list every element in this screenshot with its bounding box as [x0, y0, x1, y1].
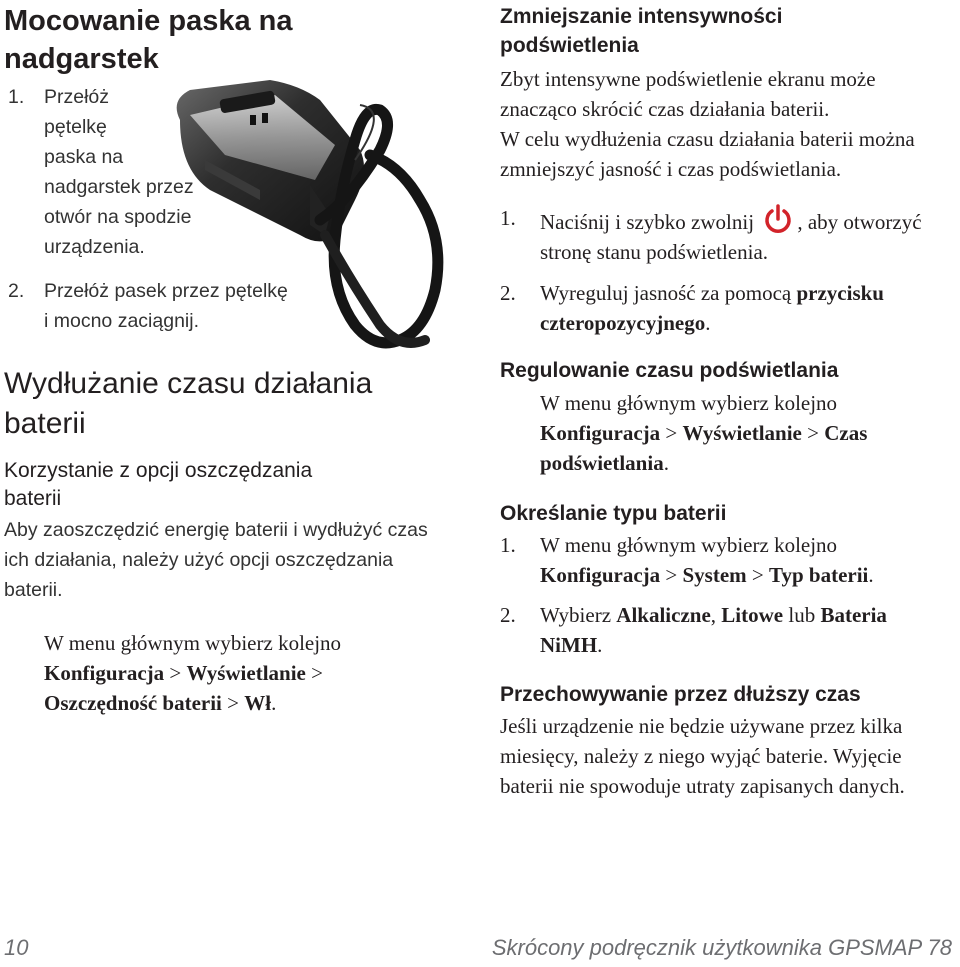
body-line: Zbyt intensywne podświetlenie ekranu może	[500, 67, 876, 91]
heading-line: Korzystanie z opcji oszczędzania	[4, 459, 313, 482]
menu-path-intro: W menu głównym wybierz kolejno	[540, 391, 838, 415]
step-text-line: Przełóż	[44, 86, 110, 108]
menu-item-battery-type: Typ baterii	[769, 563, 869, 587]
path-separator: >	[660, 421, 683, 445]
battery-saver-menu-path	[44, 628, 464, 718]
body-line: zmniejszyć jasność i czas podświetlania.	[500, 157, 842, 181]
heading-line: baterii	[4, 407, 86, 440]
path-separator: >	[746, 563, 770, 587]
menu-item-configuration: Konfiguracja	[540, 563, 661, 587]
step-text: Wybierz	[540, 603, 617, 627]
step-number: 2.	[8, 280, 25, 302]
four-way-button-label: przycisku	[796, 281, 884, 305]
path-separator: >	[221, 691, 245, 715]
step-number: 2.	[500, 603, 516, 627]
step-number: 1.	[500, 533, 516, 557]
menu-item-display: Wyświetlanie	[682, 421, 802, 445]
backlight-heading	[500, 2, 960, 60]
step-text: .	[597, 633, 603, 657]
body-line: Jeśli urządzenie nie będzie używane przez kilka	[500, 714, 903, 738]
path-separator: >	[305, 661, 323, 685]
option-nimh: Bateria	[820, 603, 887, 627]
step-text-line: otwór na spodzie	[44, 206, 192, 228]
heading-line: Wydłużanie czasu działania	[4, 367, 373, 400]
menu-item-configuration: Konfiguracja	[540, 421, 661, 445]
step-number: 1.	[8, 86, 25, 108]
path-end: .	[868, 563, 874, 587]
left-column	[0, 0, 470, 900]
step-number: 1.	[500, 206, 516, 230]
step-text: stronę stanu podświetlenia.	[540, 240, 769, 264]
step-text: .	[705, 311, 711, 335]
menu-item-configuration: Konfiguracja	[44, 661, 165, 685]
heading-line: baterii	[4, 487, 62, 510]
path-separator: >	[660, 563, 683, 587]
option-alkaline: Alkaliczne	[616, 603, 711, 627]
step-text-line: i mocno zaciągnij.	[44, 310, 199, 332]
menu-item-display: Wyświetlanie	[186, 661, 306, 685]
menu-item-on: Wł	[244, 691, 272, 715]
option-nimh: NiMH	[540, 633, 598, 657]
step-text-line: paska na	[44, 146, 124, 168]
battery-saver-heading	[4, 457, 464, 513]
body-line: Aby zaoszczędzić energię baterii i wydłużyć czas	[4, 519, 428, 541]
four-way-button-label: czteropozycyjnego	[540, 311, 706, 335]
path-separator: >	[801, 421, 825, 445]
right-column	[500, 0, 960, 900]
body-line: ich działania, należy użyć opcji oszczędzania	[4, 549, 394, 571]
step-text: ,	[710, 603, 722, 627]
step-text: Wyreguluj jasność za pomocą	[540, 281, 797, 305]
long-term-storage-body	[500, 711, 960, 801]
step-text: , aby otworzyć	[797, 210, 922, 234]
path-end: .	[271, 691, 277, 715]
menu-item-backlight-timeout: Czas	[824, 421, 868, 445]
option-lithium: Litowe	[721, 603, 784, 627]
backlight-timeout-heading: Regulowanie czasu podświetlania	[500, 359, 839, 382]
body-line: miesięcy, należy z niego wyjąć baterie. Wyjęcie	[500, 744, 902, 768]
step-text-line: pętelkę	[44, 116, 107, 138]
step-text: lub	[783, 603, 821, 627]
footer-title: Skrócony podręcznik użytkownika GPSMAP 78	[491, 935, 952, 960]
step-text-line: urządzenia.	[44, 236, 145, 258]
battery-saver-body	[4, 515, 469, 605]
menu-item-backlight-timeout: podświetlania	[540, 451, 664, 475]
body-line: W celu wydłużenia czasu działania baterii można	[500, 127, 915, 151]
step-text-line: nadgarstek przez	[44, 176, 194, 198]
step-text: Naciśnij i szybko zwolnij	[540, 210, 760, 234]
heading-line: Zmniejszanie intensywności	[500, 5, 783, 28]
heading-line: podświetlenia	[500, 34, 639, 57]
battery-life-heading	[4, 364, 464, 444]
power-icon	[761, 203, 795, 237]
step-text-line: Przełóż pasek przez pętelkę	[44, 280, 288, 302]
long-term-storage-heading: Przechowywanie przez dłuższy czas	[500, 683, 861, 706]
body-line: znacząco skrócić czas działania baterii.	[500, 97, 830, 121]
device-strap-photo	[150, 40, 470, 360]
step-text: W menu głównym wybierz kolejno	[540, 533, 838, 557]
battery-type-heading: Określanie typu baterii	[500, 502, 727, 525]
menu-item-battery-saver: Oszczędność baterii	[44, 691, 222, 715]
menu-path-intro: W menu głównym wybierz kolejno	[44, 631, 342, 655]
page-number: 10	[4, 935, 29, 960]
menu-item-system: System	[682, 563, 747, 587]
backlight-body	[500, 64, 960, 184]
path-separator: >	[164, 661, 187, 685]
body-line: baterii.	[4, 579, 63, 601]
step-number: 2.	[500, 281, 516, 305]
strap-heading: Mocowanie paska na nadgarstek	[4, 5, 293, 75]
backlight-timeout-path	[540, 388, 960, 478]
body-line: baterii nie spowoduje utraty zapisanych danych.	[500, 774, 905, 798]
path-end: .	[663, 451, 669, 475]
